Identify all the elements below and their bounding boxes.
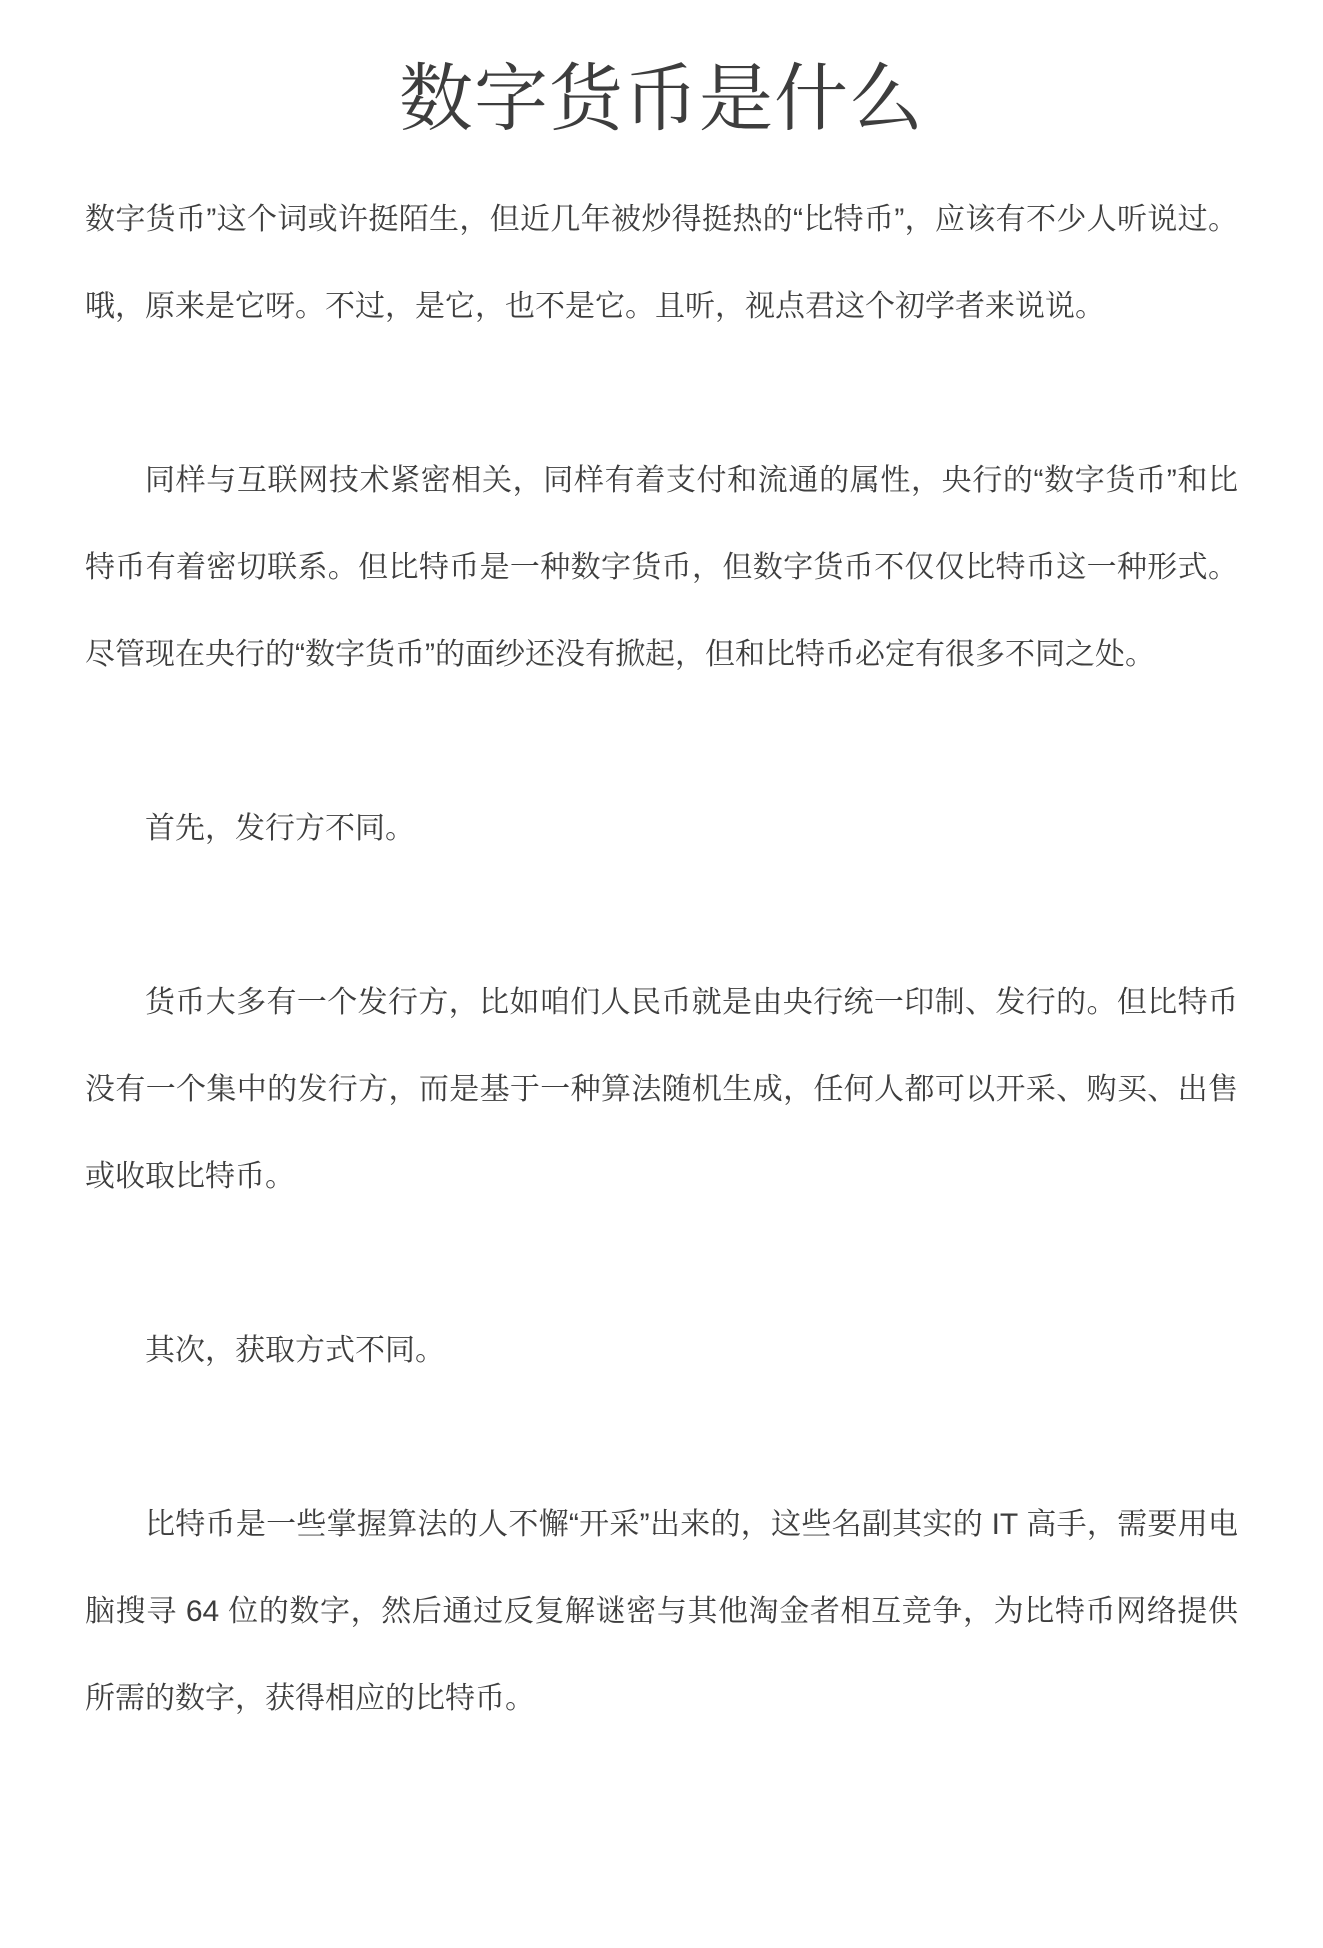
paragraph: 数字货币”这个词或许挺陌生，但近几年被炒得挺热的“比特币”，应该有不少人听说过。哦，原来是它呀。不过，是它，也不是它。且听，视点君这个初学者来说说。 [85,203,1238,323]
paragraph: 比特币是一些掌握算法的人不懈“开采”出来的，这些名副其实的 IT 高手，需要用电脑搜寻 64 位的数字，然后通过反复解谜密与其他淘金者相互竞争，为比特币网络提供所需的数字，获得相应的比特币。 [85,1508,1238,1715]
page-title: 数字货币是什么 [399,57,924,140]
paragraph: 首先，发行方不同。 [145,812,415,845]
paragraph: 同样与互联网技术紧密相关，同样有着支付和流通的属性，央行的“数字货币”和比特币有着密切联系。但比特币是一种数字货币，但数字货币不仅仅比特币这一种形式。尽管现在央行的“数字货币”的面纱还没有掀起，但和比特币必定有很多不同之处。 [85,464,1238,671]
paragraph: 其次，获取方式不同。 [145,1334,445,1367]
paragraph: 货币大多有一个发行方，比如咱们人民币就是由央行统一印制、发行的。但比特币没有一个集中的发行方，而是基于一种算法随机生成，任何人都可以开采、购买、出售或收取比特币。 [85,986,1238,1193]
